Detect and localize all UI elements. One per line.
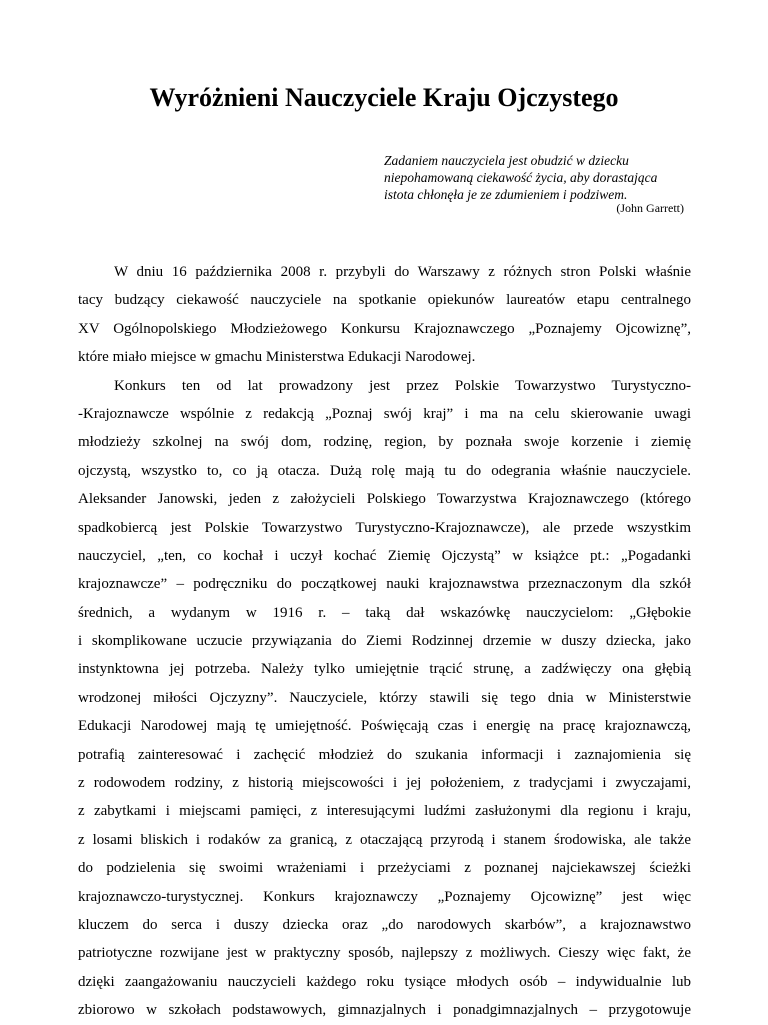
text-line: Konkurs ten od lat prowadzony jest przez Polskie Towarzystwo Turystyczno- [114, 377, 691, 394]
text-line: do podzielenia się swoimi wrażeniami i przeżyciami z poznanej najciekawszej ścieżki [78, 860, 691, 877]
text-line: patriotyczne rozwijane jest w praktyczny sposób, najlepszy z możliwych. Cieszy więc fakt, że [78, 945, 691, 962]
text-line: które miało miejsce w gmachu Ministerstwa Edukacji Narodowej. [78, 349, 476, 366]
epigraph-line: Zadaniem nauczyciela jest obudzić w dziecku [384, 153, 629, 168]
text-line: młodzieży szkolnej na swój dom, rodzinę, region, by poznała swoje korzenie i ziemię [78, 434, 691, 451]
text-line: krajoznawczo-turystycznej. Konkurs krajoznawczy „Poznajemy Ojcowiznę” jest więc [78, 888, 691, 905]
text-line: krajoznawcze” – podręczniku do początkowej nauki krajoznawstwa przeznaczonym dla szkół [78, 576, 691, 593]
text-line: ojczystą, wszystko to, co ją otacza. Dużą rolę mają tu do odegrania właśnie nauczyciele. [78, 462, 691, 479]
text-line: średnich, a wydanym w 1916 r. – taką dał wskazówkę nauczycielom: „Głębokie [78, 604, 691, 621]
text-line: XV Ogólnopolskiego Młodzieżowego Konkursu Krajoznawczego „Poznajemy Ojcowiznę”, [78, 320, 691, 337]
text-line: z zabytkami i miejscami pamięci, z interesującymi ludźmi zasłużonymi dla regionu i kraju, [78, 803, 691, 820]
epigraph-line: istota chłonęła je ze zdumieniem i podziwem. [384, 187, 628, 202]
text-line: Aleksander Janowski, jeden z założycieli Polskiego Towarzystwa Krajoznawczego (którego [78, 491, 691, 508]
paragraph-1 [78, 258, 691, 372]
epigraph-quote [384, 152, 684, 203]
text-line: dzięki zaangażowaniu nauczycieli każdego roku tysiące młodych osób – indywidualnie lub [78, 973, 691, 990]
document-title: Wyróżnieni Nauczyciele Kraju Ojczystego [149, 83, 619, 112]
text-line: i skomplikowane uczucie przywiązania do Ziemi Rodzinnej drzemie w duszy dziecka, jako [78, 633, 691, 650]
text-line: zbiorowo w szkołach podstawowych, gimnazjalnych i ponadgimnazjalnych – przygotowuje [78, 1002, 691, 1019]
epigraph-line: niepohamowaną ciekawość życia, aby dorastająca [384, 170, 658, 185]
text-line: instynktowna jej potrzeba. Należy tylko umiejętnie trącić strunę, a zadźwięczy ona głębią [78, 661, 691, 678]
text-line: Edukacji Narodowej mają tę umiejętność. Poświęcają czas i energię na pracę krajoznawczą, [78, 718, 691, 735]
text-line: tacy budzący ciekawość nauczyciele na spotkanie opiekunów laureatów etapu centralnego [78, 292, 691, 309]
text-line: nauczyciel, „ten, co kochał i uczył kochać Ziemię Ojczystą” w książce pt.: „Pogadanki [78, 547, 691, 564]
paragraph-2 [78, 372, 691, 1025]
text-line: z rodowodem rodziny, z historią miejscowości i jej położeniem, z tradycjami i zwyczajami, [78, 775, 691, 792]
text-line: spadkobiercą jest Polskie Towarzystwo Turystyczno-Krajoznawcze), ale przede wszystkim [78, 519, 691, 536]
text-line: z losami bliskich i rodaków za granicą, z otaczającą przyrodą i stanem środowiska, ale także [78, 831, 691, 848]
article-body [78, 258, 691, 1025]
text-line: wrodzonej miłości Ojczyzny”. Nauczyciele, którzy stawili się tego dnia w Ministerstwie [78, 689, 691, 706]
text-line: W dniu 16 października 2008 r. przybyli do Warszawy z różnych stron Polski właśnie [114, 264, 691, 280]
epigraph-author: (John Garrett) [616, 201, 684, 215]
text-line: kluczem do serca i duszy dziecka oraz „do narodowych skarbów”, a krajoznawstwo [78, 916, 691, 933]
text-line: potrafią zainteresować i zachęcić młodzież do szukania informacji i zaznajomienia się [78, 746, 691, 763]
text-line: -Krajoznawcze wspólnie z redakcją „Poznaj swój kraj” i ma na celu skierowanie uwagi [78, 405, 691, 422]
